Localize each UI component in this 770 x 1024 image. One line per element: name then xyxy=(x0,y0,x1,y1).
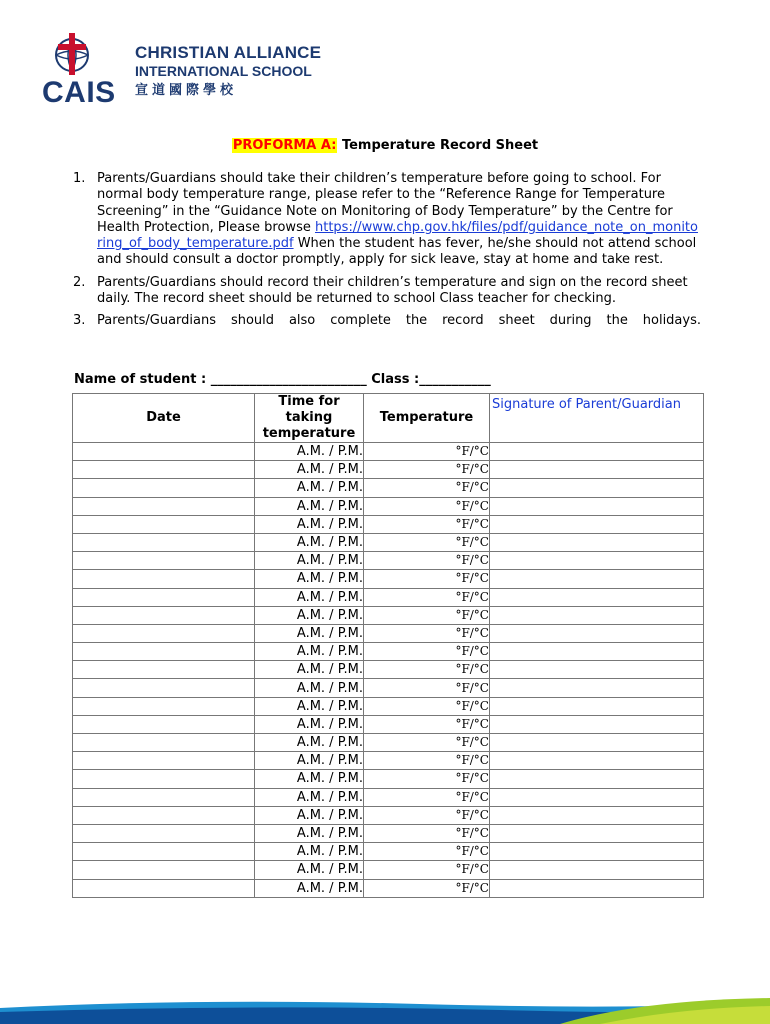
signature-cell[interactable] xyxy=(490,806,704,824)
class-label: Class : xyxy=(371,372,420,387)
table-row xyxy=(73,570,704,588)
time-cell[interactable]: A.M. / P.M. xyxy=(255,824,364,842)
temperature-cell[interactable]: °F/°C xyxy=(364,570,490,588)
signature-cell[interactable] xyxy=(490,715,704,733)
temperature-cell[interactable]: °F/°C xyxy=(364,497,490,515)
table-row xyxy=(73,715,704,733)
table-header-row xyxy=(73,394,704,443)
table-row xyxy=(73,515,704,533)
signature-cell[interactable] xyxy=(490,552,704,570)
time-cell[interactable]: A.M. / P.M. xyxy=(255,788,364,806)
signature-cell[interactable] xyxy=(490,497,704,515)
temperature-cell[interactable]: °F/°C xyxy=(364,824,490,842)
header-time: Time for taking temperature xyxy=(255,394,364,443)
temperature-cell[interactable]: °F/°C xyxy=(364,533,490,551)
temperature-cell[interactable]: °F/°C xyxy=(364,461,490,479)
date-cell[interactable] xyxy=(73,788,255,806)
time-cell[interactable]: A.M. / P.M. xyxy=(255,661,364,679)
temperature-cell[interactable]: °F/°C xyxy=(364,515,490,533)
table-row xyxy=(73,533,704,551)
signature-cell[interactable] xyxy=(490,788,704,806)
table-row xyxy=(73,770,704,788)
student-name-label: Name of student : xyxy=(74,372,207,387)
date-cell[interactable] xyxy=(73,770,255,788)
signature-cell[interactable] xyxy=(490,679,704,697)
temperature-cell[interactable]: °F/°C xyxy=(364,552,490,570)
date-cell[interactable] xyxy=(73,443,255,461)
instruction-text: Parents/Guardians should take their children’s temperature before going to school. For normal body temperature range, please refer to the “Reference Range for Temperature Screening” in the “Guidance Note on Monitoring of Body Temperature” by the Centre for Health Protection, Please browse xyxy=(97,171,673,235)
date-cell[interactable] xyxy=(73,879,255,897)
temperature-cell[interactable]: °F/°C xyxy=(364,624,490,642)
date-cell[interactable] xyxy=(73,624,255,642)
time-cell[interactable]: A.M. / P.M. xyxy=(255,861,364,879)
signature-cell[interactable] xyxy=(490,879,704,897)
student-name-field[interactable]: ________________________ xyxy=(210,372,367,387)
school-name xyxy=(135,43,321,100)
date-cell[interactable] xyxy=(73,588,255,606)
temperature-cell[interactable]: °F/°C xyxy=(364,734,490,752)
signature-cell[interactable] xyxy=(490,570,704,588)
date-cell[interactable] xyxy=(73,752,255,770)
signature-cell[interactable] xyxy=(490,624,704,642)
temperature-cell[interactable]: °F/°C xyxy=(364,588,490,606)
time-cell[interactable]: A.M. / P.M. xyxy=(255,497,364,515)
time-cell[interactable]: A.M. / P.M. xyxy=(255,806,364,824)
date-cell[interactable] xyxy=(73,679,255,697)
time-cell[interactable]: A.M. / P.M. xyxy=(255,461,364,479)
school-name-line1: CHRISTIAN ALLIANCE xyxy=(135,43,322,62)
signature-cell[interactable] xyxy=(490,606,704,624)
table-row xyxy=(73,679,704,697)
time-cell[interactable]: A.M. / P.M. xyxy=(255,697,364,715)
temperature-cell[interactable]: °F/°C xyxy=(364,843,490,861)
table-row xyxy=(73,824,704,842)
date-cell[interactable] xyxy=(73,606,255,624)
temperature-record-table xyxy=(72,393,704,898)
temperature-cell[interactable]: °F/°C xyxy=(364,697,490,715)
student-info-row xyxy=(74,372,491,387)
date-cell[interactable] xyxy=(73,552,255,570)
table-row xyxy=(73,588,704,606)
time-cell[interactable]: A.M. / P.M. xyxy=(255,715,364,733)
signature-cell[interactable] xyxy=(490,661,704,679)
date-cell[interactable] xyxy=(73,843,255,861)
school-name-chinese: 宣道國際學校 xyxy=(135,82,238,97)
signature-cell[interactable] xyxy=(490,734,704,752)
school-acronym: CAIS xyxy=(42,76,116,109)
date-cell[interactable] xyxy=(73,461,255,479)
temperature-cell[interactable]: °F/°C xyxy=(364,788,490,806)
signature-cell[interactable] xyxy=(490,752,704,770)
date-cell[interactable] xyxy=(73,806,255,824)
date-cell[interactable] xyxy=(73,661,255,679)
signature-cell[interactable] xyxy=(490,533,704,551)
date-cell[interactable] xyxy=(73,533,255,551)
date-cell[interactable] xyxy=(73,734,255,752)
table-row xyxy=(73,661,704,679)
school-name-line2: INTERNATIONAL SCHOOL xyxy=(135,63,312,79)
guidance-note-link[interactable]: https://www.chp.gov.hk/files/pdf/guidance_note_on_monitoring_of_body_temperature.pdf xyxy=(97,219,698,252)
date-cell[interactable] xyxy=(73,643,255,661)
instruction-text: Parents/Guardians should record their children’s temperature and sign on the record sheet daily. The record sheet should be returned to school Class teacher for checking. xyxy=(97,274,688,307)
signature-cell[interactable] xyxy=(490,861,704,879)
time-cell[interactable]: A.M. / P.M. xyxy=(255,879,364,897)
time-cell[interactable]: A.M. / P.M. xyxy=(255,443,364,461)
time-cell[interactable]: A.M. / P.M. xyxy=(255,533,364,551)
class-field[interactable]: ___________ xyxy=(419,372,491,387)
time-cell[interactable]: A.M. / P.M. xyxy=(255,479,364,497)
time-cell[interactable]: A.M. / P.M. xyxy=(255,588,364,606)
signature-cell[interactable] xyxy=(490,479,704,497)
table-row xyxy=(73,461,704,479)
header-signature: Signature of Parent/Guardian xyxy=(490,394,704,443)
table-row xyxy=(73,497,704,515)
footer-wave-decoration xyxy=(0,994,770,1024)
table-row xyxy=(73,788,704,806)
date-cell[interactable] xyxy=(73,824,255,842)
time-cell[interactable]: A.M. / P.M. xyxy=(255,734,364,752)
signature-cell[interactable] xyxy=(490,824,704,842)
temperature-cell[interactable]: °F/°C xyxy=(364,443,490,461)
header-date: Date xyxy=(73,394,255,443)
table-row xyxy=(73,606,704,624)
table-row xyxy=(73,697,704,715)
instruction-item xyxy=(73,313,701,329)
signature-cell[interactable] xyxy=(490,843,704,861)
page-title xyxy=(0,138,770,153)
temperature-cell[interactable]: °F/°C xyxy=(364,715,490,733)
temperature-cell[interactable]: °F/°C xyxy=(364,479,490,497)
time-cell[interactable]: A.M. / P.M. xyxy=(255,606,364,624)
table-row xyxy=(73,752,704,770)
date-cell[interactable] xyxy=(73,697,255,715)
time-cell[interactable]: A.M. / P.M. xyxy=(255,643,364,661)
instruction-item xyxy=(73,275,701,308)
temperature-cell[interactable]: °F/°C xyxy=(364,679,490,697)
instruction-number: 3. xyxy=(73,313,86,329)
table-body xyxy=(73,443,704,898)
table-row xyxy=(73,734,704,752)
date-cell[interactable] xyxy=(73,515,255,533)
title-text: Temperature Record Sheet xyxy=(341,138,539,153)
table-row xyxy=(73,479,704,497)
table-row xyxy=(73,806,704,824)
signature-cell[interactable] xyxy=(490,588,704,606)
temperature-cell[interactable]: °F/°C xyxy=(364,643,490,661)
time-cell[interactable]: A.M. / P.M. xyxy=(255,770,364,788)
signature-cell[interactable] xyxy=(490,443,704,461)
temperature-cell[interactable]: °F/°C xyxy=(364,770,490,788)
table-row xyxy=(73,552,704,570)
instruction-list xyxy=(73,171,701,336)
cross-globe-icon xyxy=(42,33,102,75)
signature-cell[interactable] xyxy=(490,515,704,533)
time-cell[interactable]: A.M. / P.M. xyxy=(255,624,364,642)
instruction-text-after: When the student has fever, he/she should not attend school and should consult a doctor promptly, apply for sick leave, stay at home and take rest. xyxy=(97,236,697,268)
time-cell[interactable]: A.M. / P.M. xyxy=(255,679,364,697)
date-cell[interactable] xyxy=(73,715,255,733)
title-highlight: PROFORMA A: xyxy=(232,138,337,153)
signature-cell[interactable] xyxy=(490,643,704,661)
temperature-cell[interactable]: °F/°C xyxy=(364,879,490,897)
signature-cell[interactable] xyxy=(490,461,704,479)
date-cell[interactable] xyxy=(73,497,255,515)
school-logo xyxy=(42,33,322,108)
table-row xyxy=(73,643,704,661)
time-cell[interactable]: A.M. / P.M. xyxy=(255,552,364,570)
time-cell[interactable]: A.M. / P.M. xyxy=(255,843,364,861)
table-row xyxy=(73,624,704,642)
table-row xyxy=(73,879,704,897)
temperature-cell[interactable]: °F/°C xyxy=(364,806,490,824)
table-row xyxy=(73,843,704,861)
temperature-cell[interactable]: °F/°C xyxy=(364,861,490,879)
date-cell[interactable] xyxy=(73,479,255,497)
date-cell[interactable] xyxy=(73,570,255,588)
instruction-number: 1. xyxy=(73,171,86,186)
date-cell[interactable] xyxy=(73,861,255,879)
instruction-item xyxy=(73,171,701,269)
header-temperature: Temperature xyxy=(364,394,490,443)
time-cell[interactable]: A.M. / P.M. xyxy=(255,570,364,588)
temperature-cell[interactable]: °F/°C xyxy=(364,606,490,624)
table-row xyxy=(73,861,704,879)
signature-cell[interactable] xyxy=(490,770,704,788)
table-row xyxy=(73,443,704,461)
temperature-cell[interactable]: °F/°C xyxy=(364,661,490,679)
instruction-number: 2. xyxy=(73,274,86,290)
instruction-text: Parents/Guardians should also complete the record sheet during the holidays. xyxy=(97,313,701,329)
signature-cell[interactable] xyxy=(490,697,704,715)
time-cell[interactable]: A.M. / P.M. xyxy=(255,515,364,533)
temperature-cell[interactable]: °F/°C xyxy=(364,752,490,770)
time-cell[interactable]: A.M. / P.M. xyxy=(255,752,364,770)
